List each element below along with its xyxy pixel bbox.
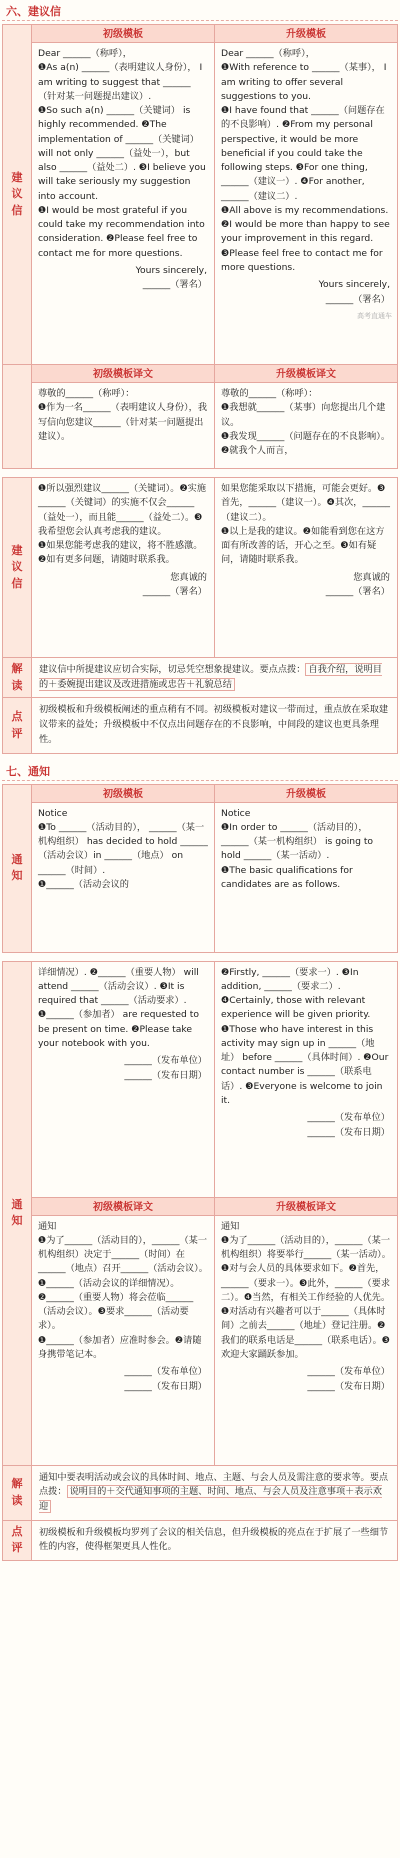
col-header-basic-cn: 初级模板译文 xyxy=(32,365,215,383)
notice-col-header-advanced-cn: 升级模板译文 xyxy=(215,1197,398,1215)
notice-basic-en-text-2: 详细情况）. ❷______（重要人物） will attend ______（活动会议）. ❸It is required that ______（活动要求）. ❶______（参加者） are requested to be present on time. ❷Please take your notebook with you. xyxy=(38,966,199,1049)
letter-adv-cn-cell-1 xyxy=(215,383,398,469)
section-title-suggestion-letter: 六、建议信 xyxy=(2,2,398,21)
notice-basic-en-cell-1 xyxy=(32,802,215,952)
notice-col-header-basic-cn: 初级模板译文 xyxy=(32,1197,215,1215)
notice-basic-cn-sign: ______（发布单位） ______（发布日期） xyxy=(124,1366,207,1392)
col-header-advanced: 升级模板 xyxy=(215,25,398,43)
letter-adv-cn-sign: 您真诚的 ______（署名） xyxy=(325,571,390,598)
notice-jiedu-text: 通知中要表明活动或会议的具体时间、地点、主题、与会人员及需注意的要求等。要点点拨： xyxy=(39,1471,389,1498)
notice-table-2 xyxy=(2,961,398,1562)
letter-adv-cn-text-2: 如果您能采取以下措施，可能会更好。❸首先，______（建议一）。❹其次，______（建议二）。 ❶以上是我的建议。❷如能看到您在这方面有所改善的话，开心之至。❸如有疑问，请随时联系我。 xyxy=(221,483,391,566)
letter-basic-cn-sign: 您真诚的 ______（署名） xyxy=(142,571,207,598)
side-label-notice-dianping: 点评 xyxy=(3,1520,32,1560)
notice-adv-en-cell-2 xyxy=(215,961,398,1197)
side-label-notice-2: 通知 xyxy=(3,961,32,1465)
notice-adv-en-text-2: ❷Firstly, ______（要求一）. ❸In addition, ______（要求二）. ❹Certainly, those with relevant experience will be given priority. ❶Those who have interest in this activity may sign up in ______（地址） before ______（具体时间）. ❷Our contact number is ______（联系电话）. ❸Everyone is welcome to join it. xyxy=(221,966,389,1106)
notice-basic-cn-cell xyxy=(32,1215,215,1465)
notice-adv-cn-sign: ______（发布单位） ______（发布日期） xyxy=(307,1366,390,1392)
letter-chinese-table xyxy=(2,477,398,754)
letter-adv-en-sign: Yours sincerely, ______（署名） xyxy=(318,279,390,305)
letter-basic-cn-text-1: 尊敬的______（称呼）： ❶作为一名______（表明建议人身份），我写信向您建议______（针对某一问题提出建议）。 xyxy=(38,388,208,442)
notice-basic-en-text-1: Notice ❶To ______（活动目的）， ______（某一机构组织） has decided to hold ______（活动会议）in ______（地点） on ______（时间）. ❶______（活动会议的 xyxy=(38,807,208,890)
notice-basic-cn-text: 通知 ❶为了______（活动目的），______（某一机构组织）决定于______（时间）在______（地点）召开______（活动会议）。 ❶______（活动会议的详细情况）。❷______（重要人物）将会莅临______（活动会议）。❸要求______（活动要求）。 ❶______（参加者）应准时参会。❷请随身携带笔记本。 xyxy=(38,1220,208,1360)
letter-adv-en-text: Dear ______（称呼）， ❶With reference to ______（某事）， I am writing to offer several suggestions to you. ❶I have found that ______（问题存在的不良影响）. ❷From my personal perspective, it would be more beneficial if you could take the following steps. ❸For one thing, ______（建议一）. ❹For another, ______（建议二）. ❶All above is my recommendations. ❷I would be more than happy to see your improvement in this regard. ❸Please feel free to contact me for more questions. xyxy=(221,48,390,273)
notice-col-header-advanced: 升级模板 xyxy=(215,784,398,802)
notice-adv-cn-text: 通知 ❶为了______（活动目的），______（某一机构组织）将要举行______（某一活动）。 ❶对与会人员的具体要求如下。❷首先，______（要求一）。❸此外，______（要求二）。❹当然，有相关工作经验的人优先。 ❶对活动有兴趣者可以于______（具体时间）之前去______（地址）登记注册。❷我们的联系电话是______（联系电话）。❸欢迎大家踊跃参加。 xyxy=(221,1220,391,1360)
side-label-letter-2: 建议信 xyxy=(3,478,32,658)
page xyxy=(2,2,398,1561)
letter-english-table xyxy=(2,24,398,469)
notice-basic-en-sign: ______（发布单位） ______（发布日期） xyxy=(124,1055,207,1081)
side-label-letter: 建议信 xyxy=(3,25,32,365)
letter-dianping-cell xyxy=(32,698,398,753)
watermark-text: 高考直通车 xyxy=(357,312,392,321)
notice-adv-en-sign: ______（发布单位） ______（发布日期） xyxy=(307,1112,390,1138)
notice-adv-en-text-1: Notice ❶In order to ______（活动目的）， ______（某一机构组织） is going to hold ______（某一活动）. ❶The basic qualifications for candidates are as follows. xyxy=(221,807,374,890)
side-label-notice-jiedu: 解读 xyxy=(3,1465,32,1520)
notice-jiedu-cell xyxy=(32,1465,398,1520)
side-label-jiedu: 解读 xyxy=(3,658,32,698)
notice-dianping-text: 初级模板和升级模板均罗列了会议的相关信息，但升级模板的亮点在于扩展了一些细节性的内容，使得框架更具人性化。 xyxy=(39,1526,389,1553)
letter-basic-cn-text-2: ❶所以强烈建议______（关键词）。❷实施______（关键词）的实施不仅会______（益处一），而且能______（益处二）。❸我希望您会认真考虑我的建议。 ❶如果您能考虑我的建议，将不胜感激。❷如有更多问题，请随时联系我。 xyxy=(38,483,207,566)
notice-adv-cn-cell xyxy=(215,1215,398,1465)
letter-jiedu-text: 建议信中所提建议应切合实际，切忌凭空想象提建议。要点点拨： xyxy=(39,664,306,675)
notice-col-header-basic: 初级模板 xyxy=(32,784,215,802)
letter-jiedu-key: 自我介绍，说明目的＋委婉提出建议及改进措施或忠告＋礼貌总结 xyxy=(39,664,382,690)
letter-adv-cn-text-1: 尊敬的______（称呼）： ❶我想就______（某事）向您提出几个建议。 ❶我发现______（问题存在的不良影响）。❷就我个人而言， xyxy=(221,388,391,456)
letter-basic-cn-cell-1 xyxy=(32,383,215,469)
notice-dianping-cell xyxy=(32,1520,398,1560)
col-header-basic: 初级模板 xyxy=(32,25,215,43)
notice-basic-en-cell-2 xyxy=(32,961,215,1197)
letter-adv-cn-cell-2 xyxy=(215,478,398,658)
notice-adv-en-cell-1 xyxy=(215,802,398,952)
letter-basic-en-cell xyxy=(32,43,215,365)
col-header-advanced-cn: 升级模板译文 xyxy=(215,365,398,383)
notice-jiedu-key: 说明目的＋交代通知事项的主题、时间、地点、与会人员及注意事项＋表示欢迎 xyxy=(39,1486,382,1513)
letter-adv-en-cell xyxy=(215,43,398,365)
side-label-dianping: 点评 xyxy=(3,698,32,753)
notice-english-table-1 xyxy=(2,784,398,953)
letter-jiedu-cell xyxy=(32,658,398,698)
letter-basic-cn-cell-2 xyxy=(32,478,215,658)
letter-basic-en-sign: Yours sincerely, ______（署名） xyxy=(135,264,207,291)
letter-dianping-text: 初级模板和升级模板阐述的重点稍有不同。初级模板对建议一带而过，重点放在采取建议带来的益处；升级模板中不仅点出问题存在的不良影响，中间段的建议也更具条理性。 xyxy=(39,704,389,745)
letter-basic-en-text: Dear ______（称呼）， ❶As a(n) ______（表明建议人身份）， I am writing to suggest that ______（针对某一问题提出建议）. ❶So such a(n) ______（关键词） is highly recommended. ❷The implementation of ______（关键词） will not only ______（益处一），but also ______（益处二）. ❸I believe you will take seriously my suggestion into account. ❶I would be most grateful if you could take my recommendation into consideration. ❷Please feel free to contact me for more questions. xyxy=(38,48,206,259)
section-title-notice: 七、通知 xyxy=(2,762,398,781)
side-label-notice: 通知 xyxy=(3,784,32,952)
